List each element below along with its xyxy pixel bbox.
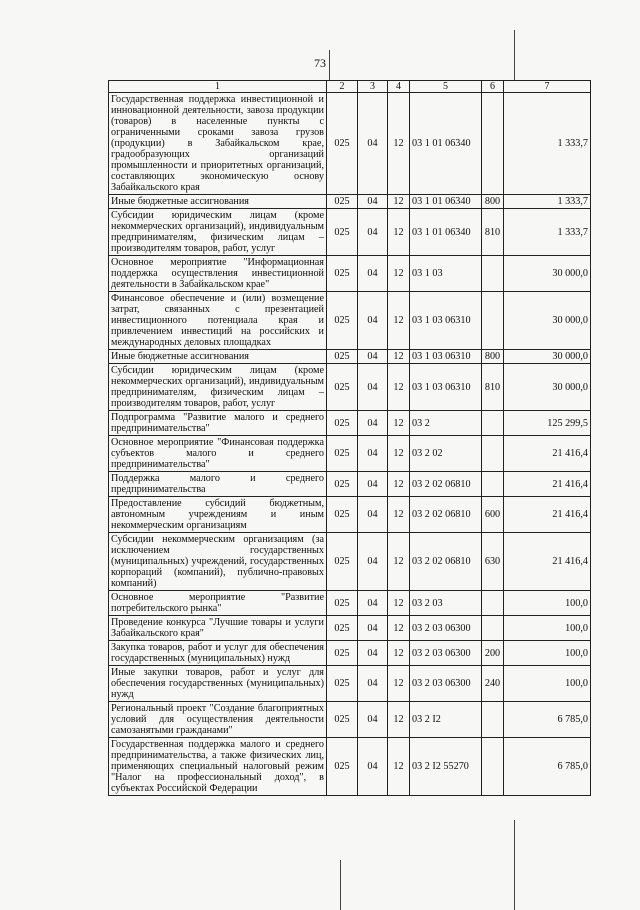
row-subsection-cell: 12 bbox=[388, 93, 410, 195]
row-target-article-cell: 03 2 02 06810 bbox=[410, 533, 482, 591]
row-target-article-cell: 03 1 03 bbox=[410, 256, 482, 292]
page-number: 73 bbox=[314, 56, 326, 70]
row-amount-cell: 21 416,4 bbox=[504, 533, 591, 591]
row-admin-code-cell: 025 bbox=[327, 738, 358, 796]
row-section-cell: 04 bbox=[358, 666, 388, 702]
row-section-cell: 04 bbox=[358, 497, 388, 533]
row-expense-type-cell bbox=[482, 616, 504, 641]
row-name-cell: Поддержка малого и среднего предпринимательства bbox=[109, 472, 327, 497]
row-expense-type-cell: 630 bbox=[482, 533, 504, 591]
row-target-article-cell: 03 1 03 06310 bbox=[410, 364, 482, 411]
row-subsection-cell: 12 bbox=[388, 666, 410, 702]
row-expense-type-cell: 200 bbox=[482, 641, 504, 666]
row-expense-type-cell bbox=[482, 591, 504, 616]
row-target-article-cell: 03 2 03 06300 bbox=[410, 616, 482, 641]
row-admin-code-cell: 025 bbox=[327, 641, 358, 666]
row-admin-code-cell: 025 bbox=[327, 591, 358, 616]
row-admin-code-cell: 025 bbox=[327, 256, 358, 292]
table-row bbox=[109, 533, 591, 591]
row-section-cell: 04 bbox=[358, 702, 388, 738]
table-header-row bbox=[109, 81, 591, 93]
scan-artifact-line bbox=[340, 860, 341, 910]
row-amount-cell: 21 416,4 bbox=[504, 497, 591, 533]
row-section-cell: 04 bbox=[358, 533, 388, 591]
row-section-cell: 04 bbox=[358, 436, 388, 472]
row-admin-code-cell: 025 bbox=[327, 472, 358, 497]
row-section-cell: 04 bbox=[358, 591, 388, 616]
row-subsection-cell: 12 bbox=[388, 702, 410, 738]
row-target-article-cell: 03 2 02 bbox=[410, 436, 482, 472]
row-admin-code-cell: 025 bbox=[327, 616, 358, 641]
row-subsection-cell: 12 bbox=[388, 364, 410, 411]
row-admin-code-cell: 025 bbox=[327, 93, 358, 195]
row-amount-cell: 30 000,0 bbox=[504, 364, 591, 411]
row-section-cell: 04 bbox=[358, 411, 388, 436]
row-admin-code-cell: 025 bbox=[327, 292, 358, 350]
row-admin-code-cell: 025 bbox=[327, 350, 358, 364]
row-amount-cell: 6 785,0 bbox=[504, 702, 591, 738]
row-name-cell: Основное мероприятие "Информационная поддержка осуществления инвестиционной деятельности в Забайкальском крае" bbox=[109, 256, 327, 292]
table-row bbox=[109, 350, 591, 364]
row-amount-cell: 1 333,7 bbox=[504, 209, 591, 256]
table-row bbox=[109, 702, 591, 738]
row-amount-cell: 100,0 bbox=[504, 591, 591, 616]
row-expense-type-cell bbox=[482, 472, 504, 497]
row-name-cell: Иные бюджетные ассигнования bbox=[109, 350, 327, 364]
row-name-cell: Основное мероприятие "Развитие потребительского рынка" bbox=[109, 591, 327, 616]
row-admin-code-cell: 025 bbox=[327, 364, 358, 411]
column-header: 4 bbox=[388, 81, 410, 93]
row-name-cell: Финансовое обеспечение и (или) возмещение затрат, связанных с презентацией инвестиционного потенциала края и привлечением инвестиций на российских и международных деловых площадках bbox=[109, 292, 327, 350]
row-amount-cell: 1 333,7 bbox=[504, 195, 591, 209]
row-target-article-cell: 03 2 02 06810 bbox=[410, 472, 482, 497]
row-expense-type-cell: 810 bbox=[482, 364, 504, 411]
row-subsection-cell: 12 bbox=[388, 292, 410, 350]
table-row bbox=[109, 666, 591, 702]
row-admin-code-cell: 025 bbox=[327, 533, 358, 591]
column-header: 6 bbox=[482, 81, 504, 93]
row-section-cell: 04 bbox=[358, 350, 388, 364]
table-row bbox=[109, 256, 591, 292]
row-target-article-cell: 03 1 01 06340 bbox=[410, 209, 482, 256]
row-target-article-cell: 03 2 03 06300 bbox=[410, 641, 482, 666]
row-amount-cell: 30 000,0 bbox=[504, 350, 591, 364]
row-amount-cell: 100,0 bbox=[504, 666, 591, 702]
column-header: 3 bbox=[358, 81, 388, 93]
row-target-article-cell: 03 2 bbox=[410, 411, 482, 436]
table-row bbox=[109, 738, 591, 796]
row-name-cell: Иные закупки товаров, работ и услуг для обеспечения государственных (муниципальных) нужд bbox=[109, 666, 327, 702]
table-row bbox=[109, 497, 591, 533]
row-subsection-cell: 12 bbox=[388, 209, 410, 256]
row-expense-type-cell bbox=[482, 256, 504, 292]
row-amount-cell: 125 299,5 bbox=[504, 411, 591, 436]
row-expense-type-cell bbox=[482, 292, 504, 350]
row-name-cell: Субсидии некоммерческим организациям (за исключением государственных (муниципальных) учреждений, государственных корпораций (компаний), публично-правовых компаний) bbox=[109, 533, 327, 591]
row-subsection-cell: 12 bbox=[388, 195, 410, 209]
row-name-cell: Региональный проект "Создание благоприятных условий для осуществления деятельности самозанятыми гражданами" bbox=[109, 702, 327, 738]
row-target-article-cell: 03 2 I2 bbox=[410, 702, 482, 738]
row-section-cell: 04 bbox=[358, 472, 388, 497]
table-row bbox=[109, 616, 591, 641]
row-expense-type-cell bbox=[482, 411, 504, 436]
row-subsection-cell: 12 bbox=[388, 533, 410, 591]
row-subsection-cell: 12 bbox=[388, 256, 410, 292]
table-row bbox=[109, 292, 591, 350]
row-section-cell: 04 bbox=[358, 209, 388, 256]
row-target-article-cell: 03 1 03 06310 bbox=[410, 350, 482, 364]
row-target-article-cell: 03 2 03 06300 bbox=[410, 666, 482, 702]
row-section-cell: 04 bbox=[358, 256, 388, 292]
row-subsection-cell: 12 bbox=[388, 350, 410, 364]
row-section-cell: 04 bbox=[358, 641, 388, 666]
row-expense-type-cell bbox=[482, 738, 504, 796]
row-expense-type-cell bbox=[482, 702, 504, 738]
row-amount-cell: 6 785,0 bbox=[504, 738, 591, 796]
table-row bbox=[109, 591, 591, 616]
row-name-cell: Государственная поддержка малого и среднего предпринимательства, а также физических лиц, применяющих специальный налоговый режим "Налог на профессиональный доход", в субъектах Российской Федерации bbox=[109, 738, 327, 796]
table-row bbox=[109, 364, 591, 411]
row-amount-cell: 21 416,4 bbox=[504, 472, 591, 497]
row-section-cell: 04 bbox=[358, 93, 388, 195]
row-admin-code-cell: 025 bbox=[327, 702, 358, 738]
row-admin-code-cell: 025 bbox=[327, 497, 358, 533]
row-name-cell: Проведение конкурса "Лучшие товары и услуги Забайкальского края" bbox=[109, 616, 327, 641]
row-section-cell: 04 bbox=[358, 616, 388, 641]
row-expense-type-cell: 600 bbox=[482, 497, 504, 533]
row-admin-code-cell: 025 bbox=[327, 666, 358, 702]
row-target-article-cell: 03 2 03 bbox=[410, 591, 482, 616]
row-name-cell: Субсидии юридическим лицам (кроме некоммерческих организаций), индивидуальным предпринимателям, физическим лицам – производителям товаров, работ, услуг bbox=[109, 364, 327, 411]
row-subsection-cell: 12 bbox=[388, 472, 410, 497]
row-target-article-cell: 03 2 02 06810 bbox=[410, 497, 482, 533]
row-amount-cell: 100,0 bbox=[504, 616, 591, 641]
table-row bbox=[109, 195, 591, 209]
row-admin-code-cell: 025 bbox=[327, 209, 358, 256]
table-row bbox=[109, 472, 591, 497]
row-expense-type-cell: 800 bbox=[482, 350, 504, 364]
row-subsection-cell: 12 bbox=[388, 411, 410, 436]
table-row bbox=[109, 209, 591, 256]
row-subsection-cell: 12 bbox=[388, 641, 410, 666]
row-amount-cell: 21 416,4 bbox=[504, 436, 591, 472]
row-expense-type-cell: 800 bbox=[482, 195, 504, 209]
row-admin-code-cell: 025 bbox=[327, 436, 358, 472]
row-target-article-cell: 03 1 03 06310 bbox=[410, 292, 482, 350]
row-target-article-cell: 03 2 I2 55270 bbox=[410, 738, 482, 796]
row-section-cell: 04 bbox=[358, 292, 388, 350]
row-amount-cell: 100,0 bbox=[504, 641, 591, 666]
table-row bbox=[109, 641, 591, 666]
row-section-cell: 04 bbox=[358, 364, 388, 411]
row-subsection-cell: 12 bbox=[388, 616, 410, 641]
row-expense-type-cell bbox=[482, 93, 504, 195]
scan-artifact-line bbox=[514, 820, 515, 910]
table-row bbox=[109, 436, 591, 472]
row-expense-type-cell bbox=[482, 436, 504, 472]
row-amount-cell: 30 000,0 bbox=[504, 292, 591, 350]
row-expense-type-cell: 240 bbox=[482, 666, 504, 702]
row-subsection-cell: 12 bbox=[388, 497, 410, 533]
table-row bbox=[109, 93, 591, 195]
row-name-cell: Государственная поддержка инвестиционной и инновационной деятельности, завоза продукции (товаров) в населенные пункты с ограниченными сроками завоза грузов (продукции) в Забайкальском крае, градообразующих организаций промышленности и приоритетных организаций, составляющих экономическую основу Забайкальского края bbox=[109, 93, 327, 195]
row-name-cell: Предоставление субсидий бюджетным, автономным учреждениям и иным некоммерческим организациям bbox=[109, 497, 327, 533]
column-header: 2 bbox=[327, 81, 358, 93]
row-admin-code-cell: 025 bbox=[327, 195, 358, 209]
column-header: 5 bbox=[410, 81, 482, 93]
table-row bbox=[109, 411, 591, 436]
row-target-article-cell: 03 1 01 06340 bbox=[410, 195, 482, 209]
row-admin-code-cell: 025 bbox=[327, 411, 358, 436]
budget-table bbox=[108, 80, 591, 796]
row-expense-type-cell: 810 bbox=[482, 209, 504, 256]
column-header: 7 bbox=[504, 81, 591, 93]
scan-artifact-line bbox=[514, 30, 515, 80]
row-subsection-cell: 12 bbox=[388, 591, 410, 616]
scan-artifact-line bbox=[329, 50, 330, 80]
row-name-cell: Основное мероприятие "Финансовая поддержка субъектов малого и среднего предпринимательства" bbox=[109, 436, 327, 472]
row-subsection-cell: 12 bbox=[388, 738, 410, 796]
row-name-cell: Подпрограмма "Развитие малого и среднего предпринимательства" bbox=[109, 411, 327, 436]
column-header: 1 bbox=[109, 81, 327, 93]
row-name-cell: Закупка товаров, работ и услуг для обеспечения государственных (муниципальных) нужд bbox=[109, 641, 327, 666]
row-section-cell: 04 bbox=[358, 738, 388, 796]
row-amount-cell: 1 333,7 bbox=[504, 93, 591, 195]
row-target-article-cell: 03 1 01 06340 bbox=[410, 93, 482, 195]
row-section-cell: 04 bbox=[358, 195, 388, 209]
row-name-cell: Иные бюджетные ассигнования bbox=[109, 195, 327, 209]
row-subsection-cell: 12 bbox=[388, 436, 410, 472]
row-amount-cell: 30 000,0 bbox=[504, 256, 591, 292]
row-name-cell: Субсидии юридическим лицам (кроме некоммерческих организаций), индивидуальным предпринимателям, физическим лицам – производителям товаров, работ, услуг bbox=[109, 209, 327, 256]
